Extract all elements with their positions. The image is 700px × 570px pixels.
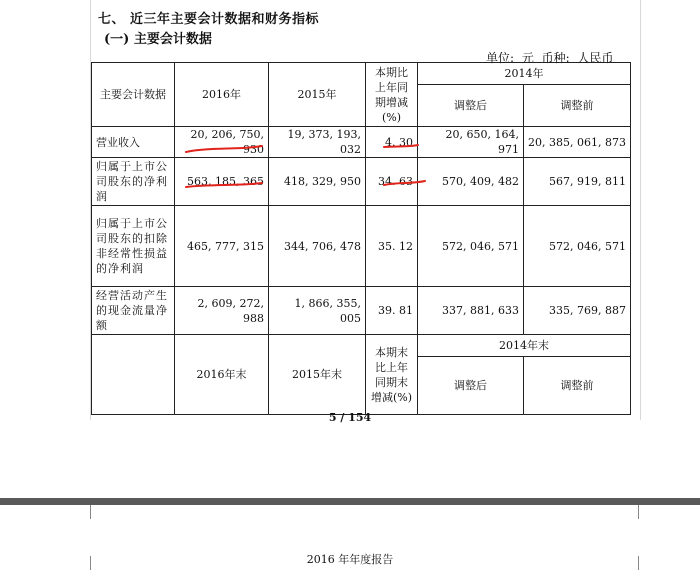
cell-2014-before: 20, 385, 061, 873: [524, 127, 631, 158]
page-divider: [0, 498, 700, 505]
subsection-heading: (一) 主要会计数据: [104, 32, 212, 47]
header-2015: 2015年: [269, 63, 366, 127]
table-row: [92, 127, 631, 158]
report-title: 2016 年年度报告: [306, 553, 394, 566]
crop-mark: [638, 505, 639, 519]
header-change: 本期比上年同期增减(%): [366, 63, 418, 127]
accounting-data-table: [91, 62, 631, 415]
header2-blank: [92, 335, 175, 415]
cell-2014-after: 337, 881, 633: [418, 287, 524, 335]
row-label: 营业收入: [92, 127, 175, 158]
row-label: 归属于上市公司股东的净利润: [92, 158, 175, 206]
cell-2015: 1, 866, 355, 005: [269, 287, 366, 335]
cell-2016: 2, 609, 272, 988: [175, 287, 269, 335]
table-row: [92, 287, 631, 335]
cell-change: 4. 30: [366, 127, 418, 158]
header2-change-end: 本期末比上年同期末增减(%): [366, 335, 418, 415]
cell-2016: 563, 185, 365: [175, 158, 269, 206]
header-2014: 2014年: [418, 63, 631, 85]
header-2016: 2016年: [175, 63, 269, 127]
cell-2014-before: 335, 769, 887: [524, 287, 631, 335]
cell-2015: 19, 373, 193, 032: [269, 127, 366, 158]
cell-2014-after: 20, 650, 164, 971: [418, 127, 524, 158]
cell-change: 35. 12: [366, 206, 418, 287]
header2-adjusted-before: 调整前: [524, 357, 631, 415]
currency-unit-line: 单位: 元 币种: 人民币: [486, 51, 614, 65]
table-row: [92, 158, 631, 206]
section-heading: 七、 近三年主要会计数据和财务指标: [98, 12, 320, 27]
row-label: 经营活动产生的现金流量净额: [92, 287, 175, 335]
cell-2016: 20, 206, 750, 930: [175, 127, 269, 158]
cell-2015: 344, 706, 478: [269, 206, 366, 287]
cell-change: 39. 81: [366, 287, 418, 335]
cell-2016: 465, 777, 315: [175, 206, 269, 287]
page-number: 5 / 154: [328, 411, 372, 424]
header2-2016-end: 2016年末: [175, 335, 269, 415]
cell-2014-before: 572, 046, 571: [524, 206, 631, 287]
cell-change: 34. 63: [366, 158, 418, 206]
header2-adjusted-after: 调整后: [418, 357, 524, 415]
header-2014-adjusted-after: 调整后: [418, 85, 524, 127]
header2-2014-end: 2014年末: [418, 335, 631, 357]
crop-mark: [90, 505, 91, 519]
header-2014-adjusted-before: 调整前: [524, 85, 631, 127]
cell-2015: 418, 329, 950: [269, 158, 366, 206]
table-row: [92, 206, 631, 287]
header-item: 主要会计数据: [92, 63, 175, 127]
header2-2015-end: 2015年末: [269, 335, 366, 415]
page-margin-line-right: [640, 0, 641, 420]
row-label: 归属于上市公司股东的扣除非经常性损益的净利润: [92, 206, 175, 287]
cell-2014-before: 567, 919, 811: [524, 158, 631, 206]
cell-2014-after: 572, 046, 571: [418, 206, 524, 287]
cell-2014-after: 570, 409, 482: [418, 158, 524, 206]
